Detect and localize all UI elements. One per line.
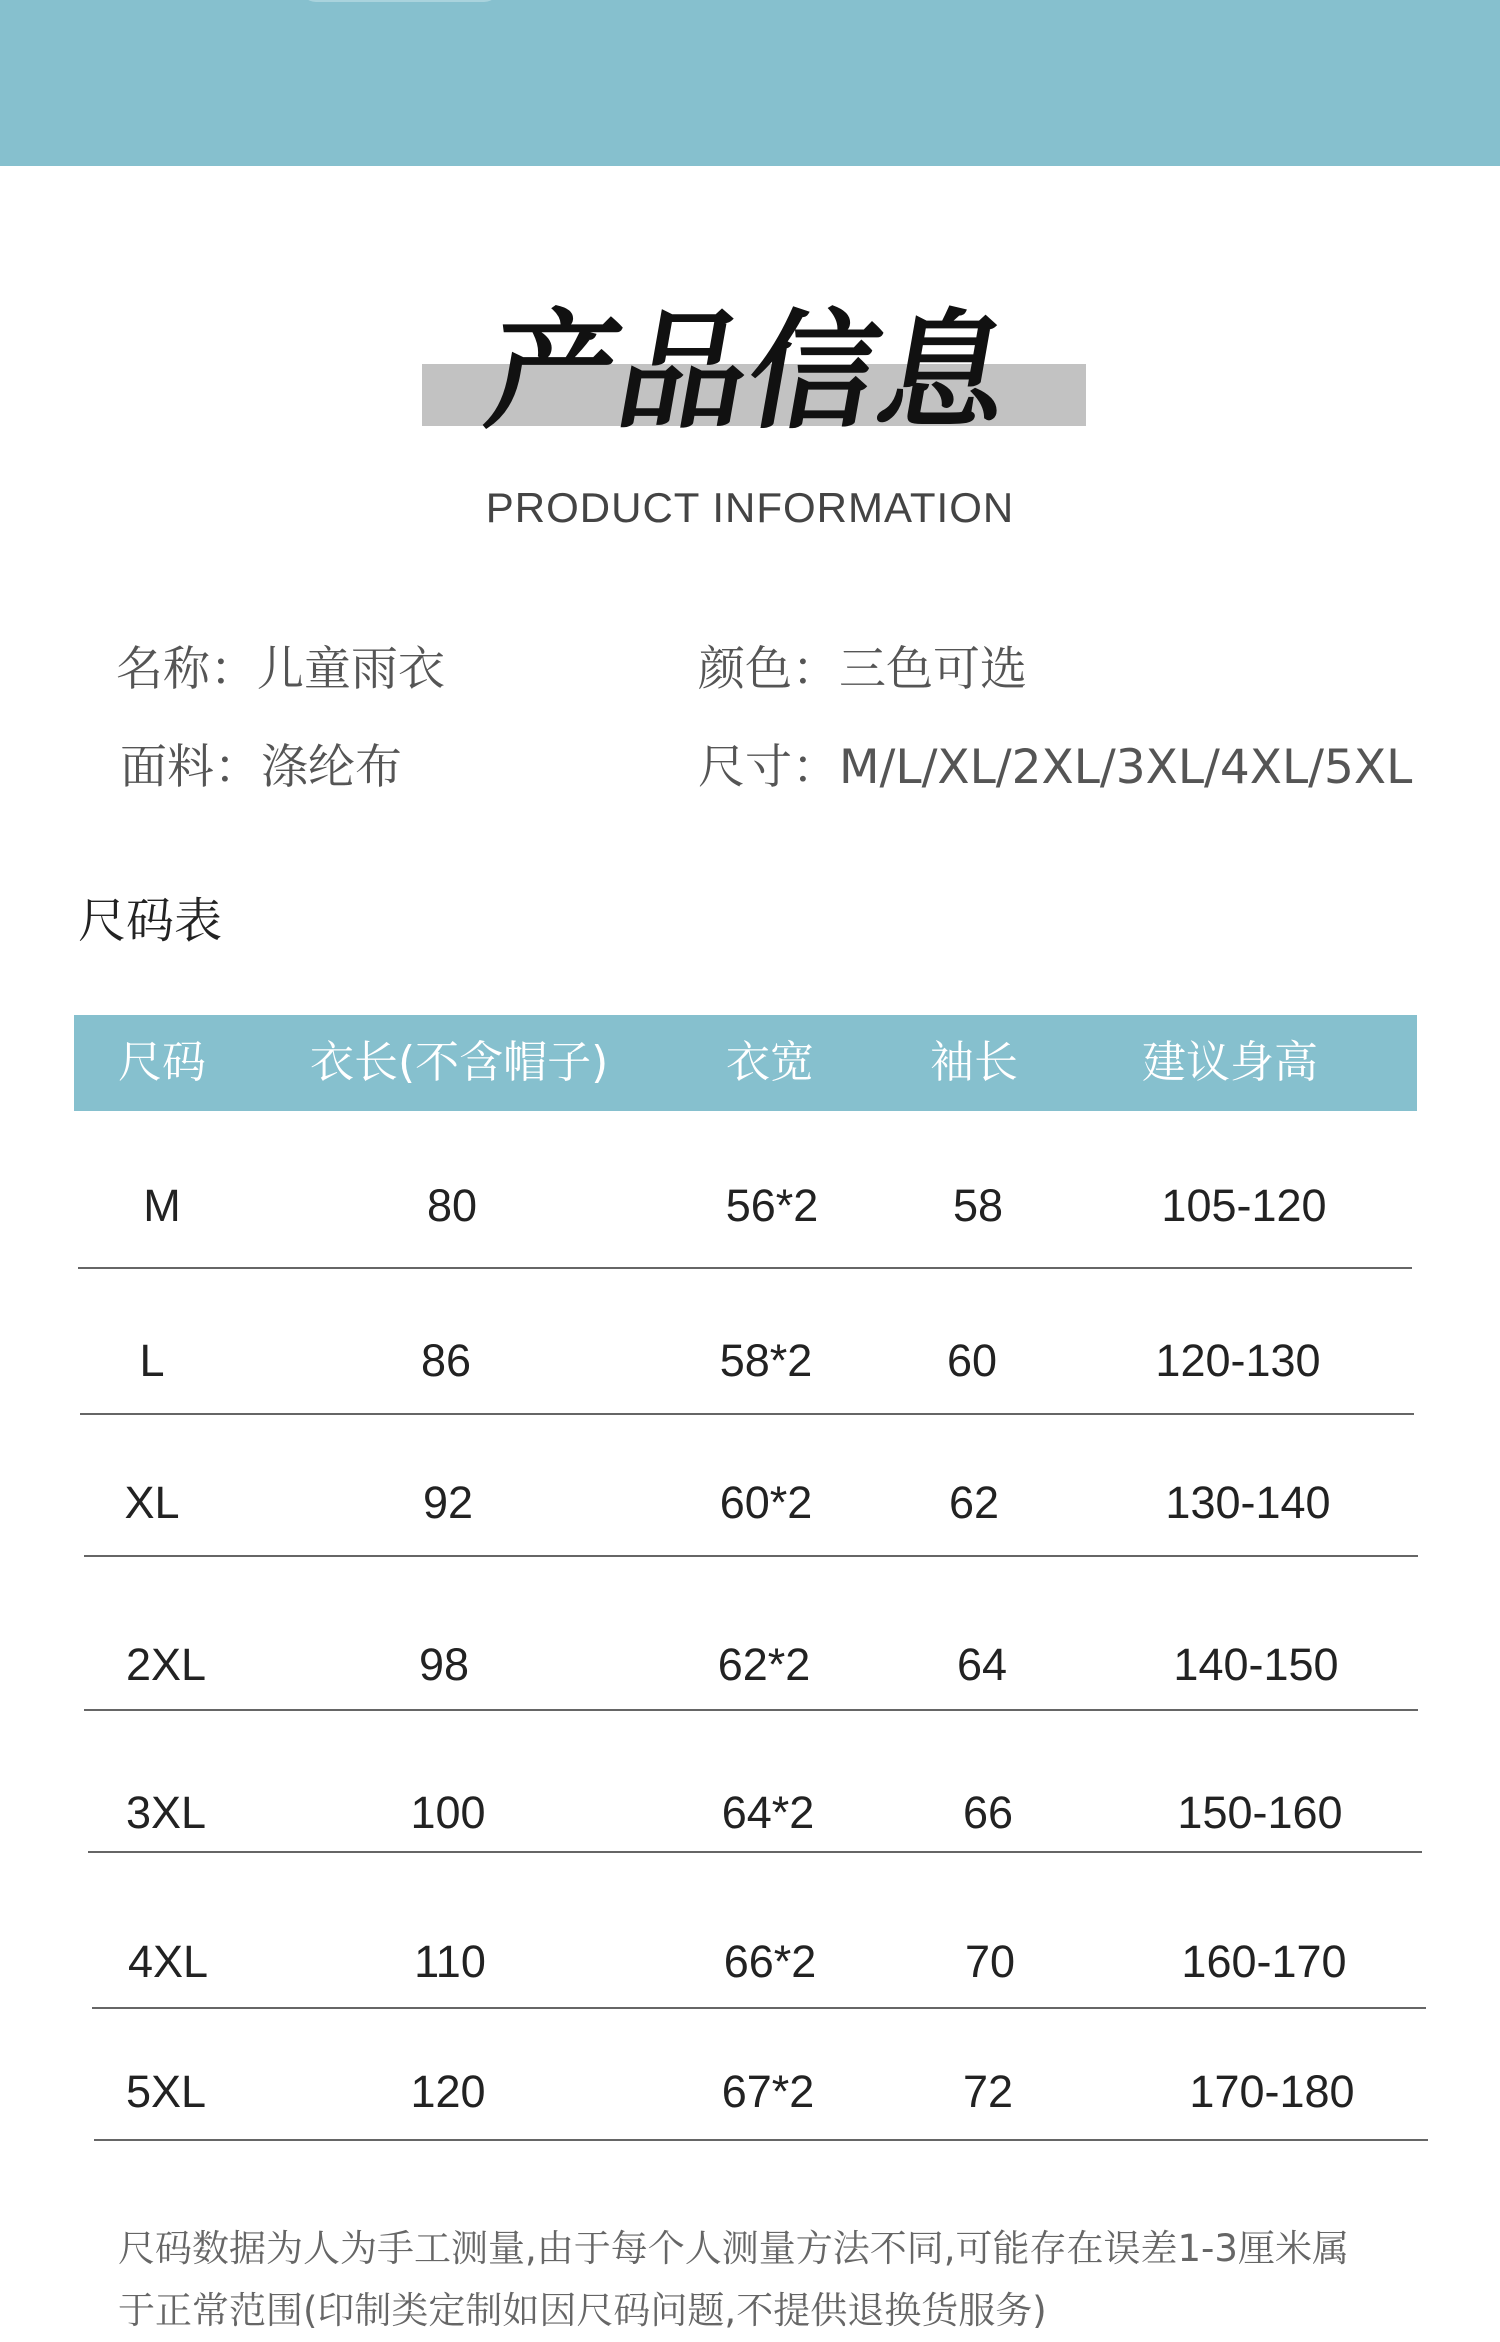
cell-length: 120	[410, 2066, 486, 2117]
cell-width: 62*2	[717, 1639, 811, 1690]
cell-size: 2XL	[125, 1639, 207, 1690]
top-banner	[0, 0, 1500, 166]
info-name: 名称：儿童雨衣	[116, 642, 445, 697]
cell-size: 5XL	[125, 2066, 207, 2117]
note-line-1: 尺码数据为人为手工测量,由于每个人测量方法不同,可能存在误差1-3厘米属	[118, 2227, 1349, 2270]
header-height: 建议身高	[1142, 1037, 1318, 1088]
header-size: 尺码	[118, 1037, 206, 1088]
page-title: 产品信息	[476, 298, 1024, 447]
cell-width: 66*2	[723, 1936, 817, 1987]
cell-sleeve: 66	[962, 1787, 1014, 1838]
header-sleeve: 袖长	[930, 1037, 1018, 1088]
cell-size: 3XL	[125, 1787, 207, 1838]
header-length: 衣长(不含帽子)	[310, 1037, 609, 1088]
cell-size: 4XL	[127, 1936, 209, 1987]
cell-width: 56*2	[725, 1180, 819, 1231]
cell-height: 150-160	[1177, 1787, 1343, 1838]
cell-length: 80	[426, 1180, 478, 1231]
cell-height: 120-130	[1155, 1335, 1321, 1386]
cell-length: 110	[414, 1936, 486, 1987]
cell-height: 160-170	[1181, 1936, 1347, 1987]
cell-sleeve: 64	[956, 1639, 1008, 1690]
cell-sleeve: 58	[952, 1180, 1004, 1231]
cell-height: 140-150	[1173, 1639, 1339, 1690]
row-divider	[92, 2007, 1426, 2009]
cell-length: 98	[418, 1639, 470, 1690]
row-divider	[84, 1709, 1418, 1711]
cell-height: 130-140	[1165, 1477, 1331, 1528]
cell-size: XL	[124, 1477, 180, 1528]
banner-decoration	[300, 0, 500, 2]
cell-width: 60*2	[719, 1477, 813, 1528]
cell-height: 170-180	[1189, 2066, 1355, 2117]
size-chart-title: 尺码表	[78, 893, 223, 949]
row-divider	[80, 1413, 1414, 1415]
header-width: 衣宽	[726, 1037, 814, 1088]
info-color: 颜色：三色可选	[698, 642, 1027, 697]
cell-sleeve: 62	[948, 1477, 1000, 1528]
row-divider	[78, 1267, 1412, 1269]
measurement-note	[118, 2218, 1418, 2342]
cell-size: M	[143, 1180, 181, 1231]
info-size: 尺寸：M/L/XL/2XL/3XL/4XL/5XL	[698, 740, 1413, 795]
cell-width: 58*2	[719, 1335, 813, 1386]
row-divider	[84, 1555, 1418, 1557]
cell-sleeve: 70	[964, 1936, 1016, 1987]
cell-height: 105-120	[1161, 1180, 1327, 1231]
cell-size: L	[139, 1335, 165, 1386]
size-table-header	[74, 1015, 1417, 1111]
row-divider	[88, 1851, 1422, 1853]
cell-length: 86	[420, 1335, 472, 1386]
cell-length: 92	[422, 1477, 474, 1528]
cell-sleeve: 60	[946, 1335, 998, 1386]
row-divider	[94, 2139, 1428, 2141]
cell-width: 64*2	[721, 1787, 815, 1838]
cell-length: 100	[410, 1787, 486, 1838]
page-subtitle: PRODUCT INFORMATION	[485, 484, 1015, 531]
note-line-2: 于正常范围(印制类定制如因尺码问题,不提供退换货服务)	[118, 2289, 1047, 2332]
cell-width: 67*2	[721, 2066, 815, 2117]
cell-sleeve: 72	[962, 2066, 1014, 2117]
info-fabric: 面料：涤纶布	[120, 740, 402, 795]
